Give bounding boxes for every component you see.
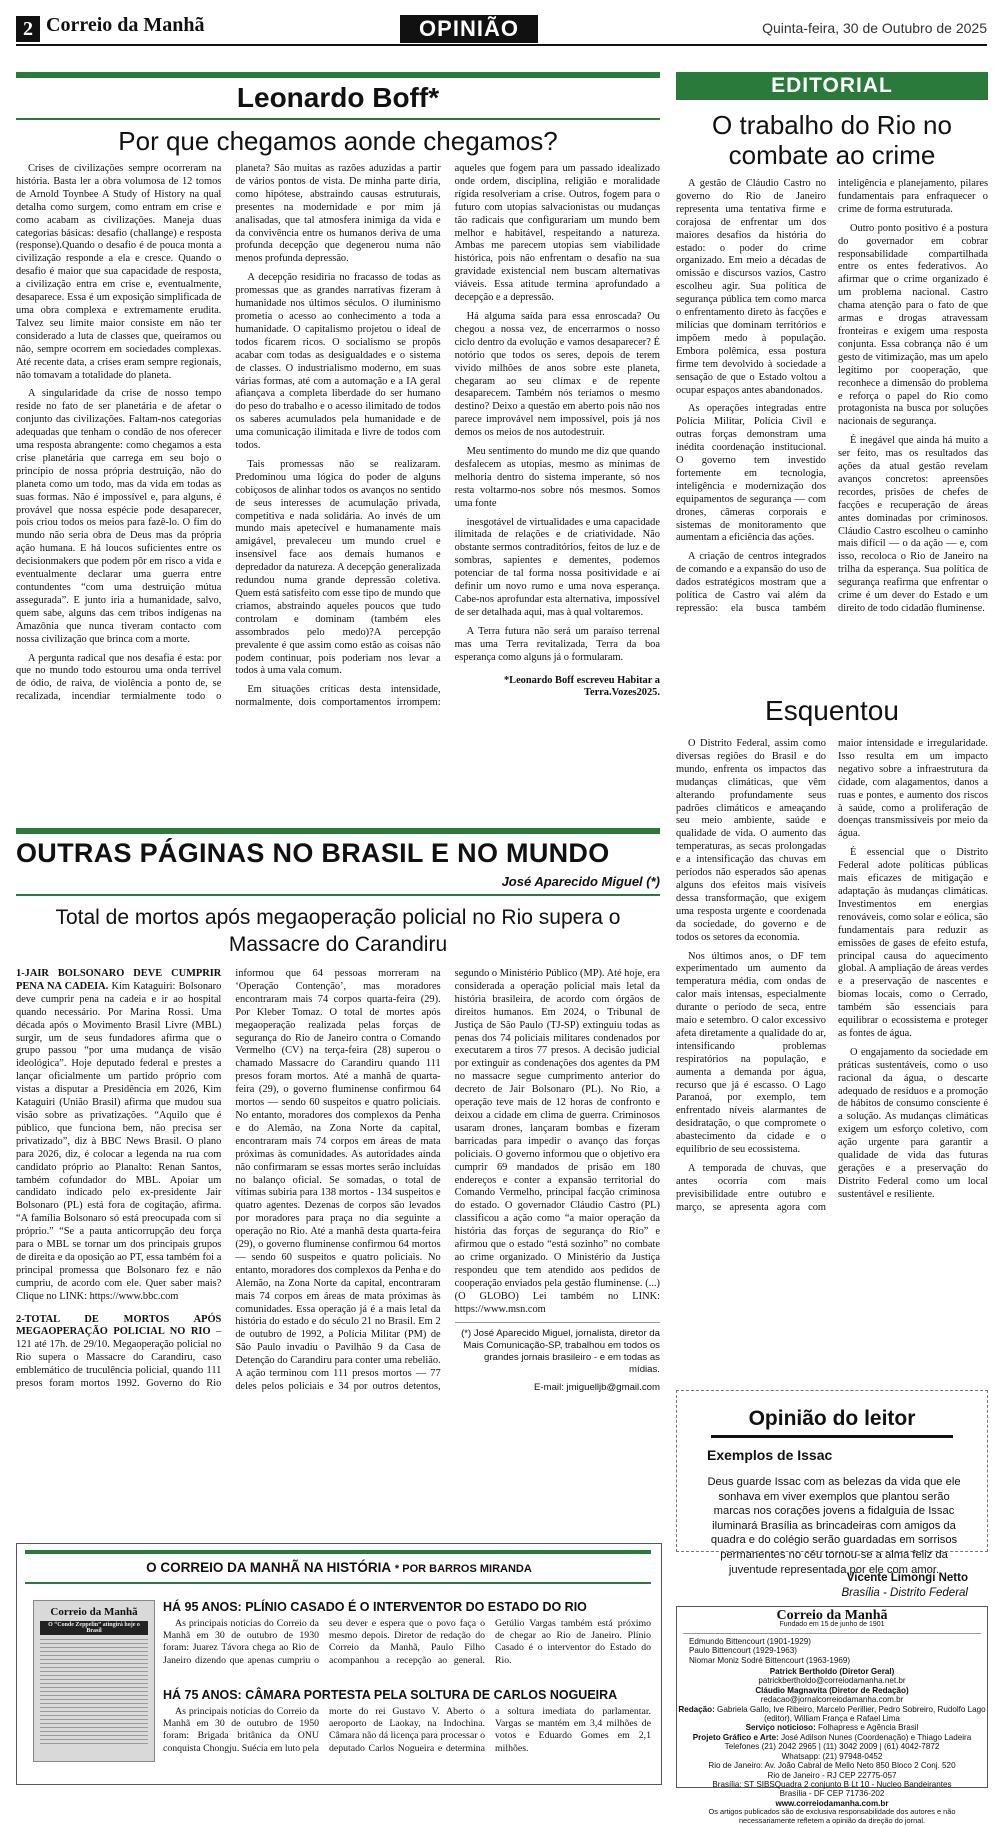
expediente-servico-label: Serviço noticioso: — [745, 1723, 816, 1733]
historia-story1-body — [163, 1618, 651, 1680]
boff-paragraph: A pergunta radical que nos desafia é esta: por que no mundo todo estourou uma onda terrível de ódio, de raiva, de violência a ponto de, se recalizada, incendiar termialmente todo o planeta? São muitas as razões aduzidas a partir de vários pontos de vista. De minha parte diria, como hipótese, abstraindo causas estruturais, presentes na modernidade e por mim já analisadas, que tal atmosfera inimiga da vida e da convivência entre os humanos deriva de uma profunda decepção que degenerou numa não menos profunda depressão. — [16, 163, 441, 703]
boff-paragraph: Em situações críticas desta intensidade, normalmente, dois comportamentos irrompem: aqueles que fogem para um passado idealizado onde ordem, disciplina, religião e moralidade rígida resolveriam a crise. Outros, fogem para o futuro com utopias salvacionistas ou mudanças tão radicais que configurariam um mundo bem melhor e habitável, respeitando a natureza. Ambas me parecem utopias sem viabilidade histórica, pois não enfrentam o desafio na sua gravidade existencial nem buscam alternativas viáveis. Essa atitude termina aprofundado a decepção e a depressão. — [235, 163, 660, 709]
historia-header-by: * POR BARROS MIRANDA — [394, 1563, 532, 1575]
boff-paragraph: Meu sentimento do mundo me diz que quando desfalecem as utopias, mesmo as mínimas de melhoria dentro do sistema imperante, só nos resta voltarmo-nos sobre nós mesmos. Somos uma fonte — [454, 446, 660, 509]
historia-story1-text: As principais notícias do Correio da Manhã em 30 de outubro de 1930 foram: Juarez Távora chega ao Rio de Janeiro dizendo que apenas cumpriu o seu dever e espera que o povo faça o mesmo depois. Diretor de redação do Correio da Manhã, Paulo Filho acompanhou a recepção ao general. Getúlio Vargas também está próximo de chegar ao Rio de Janeiro. Plínio Casado é o interventor do Estado do Rio. — [163, 1618, 651, 1666]
editorial-body — [676, 178, 988, 683]
leitor-title: Exemplos de Issac — [707, 1447, 833, 1463]
outras-item-number: 2- — [16, 1313, 25, 1325]
outras-email[interactable]: E-mail: jmiguelljb@gmail.com — [534, 1382, 660, 1394]
historia-top-rule — [25, 1550, 651, 1554]
editorial-label: EDITORIAL — [676, 72, 988, 100]
expediente-editor-email[interactable]: redacao@jornalcorreiodamanha.com.br — [760, 1695, 904, 1705]
boff-body — [16, 163, 660, 803]
expediente-brasilia-address: Brasília: ST SIBSQuadra 2 conjunto B Lt 10 - Nucleo Bandeirantes — [712, 1779, 952, 1789]
expediente-editor: Cláudio Magnavita (Diretor de Redação) — [755, 1685, 909, 1695]
boff-paragraph: Há alguma saída para essa enroscada? Ou chegou a nossa vez, de encerrarmos o nosso ciclo dentro da evolução e vamos desaparecer? É notório que todos os seres, depois de terem vivido milhões de anos sobre este planeta, chegaram ao seu clímax e de repente desaparecem. Também nós teríamos o mesmo destino? Deixo a questão em aberto pois não nos parece improvável nem impossível, pois já nos demos os meios de nos autodestruir. — [454, 310, 660, 439]
section-label: OPINIÃO — [400, 15, 538, 43]
expediente-redacao: Gabriela Gallo, Ive Ribeiro, Marcelo Perillier, Pedro Sobreiro, Rudolfo Lago (editor), William França e Rafael Lima — [717, 1704, 986, 1724]
boff-paragraph: Crises de civilizações sempre ocorreram na história. Basta ler a obra volumosa de 12 tomos de Arnold Toynbee A Study of History na qual detalha como surgem, como entram em crise e como acabam as civilizações. Maneja duas categorias básicas: desafio (challange) e resposta (response).Quando o desafio é de pouca monta a civilização responde a ela e cresce. Quando o desafio é maior que sua capacidade de resposta, a civilização entra em crise e, eventualmente, desaparece. Essa é um exposição simplificada de uma obra complexa e extremamente erudita. Talvez seu limite maior consiste em não ter considerado a luta de classes que, queiramos ou não, sempre ocorrem em sociedades complexas. Até recente data, a crises eram sempre regionais, não tomavam a totalidade do planeta. — [16, 163, 222, 381]
outras-item-text: Kim Kataguiri: Bolsonaro deve cumprir pena na cadeia e ir ao hospital quando necessário. Por Marina Rossi. Uma década após o Movimento Brasil Livre (MBL) surgir, um de seus fundadores afirma que o grupo passou “por uma mudança de visão ideológica”. Hoje deputado federal e prestes a lançar oficialmente um partido próprio com vistas a disputar a Presidência em 2026, Kim Kataguiri (União Brasil) afirma que mudou sua visão sobre as privatizações. “Aquilo que é público, que funciona bem, não precisa ser privatizado”, diz à BBC News Brasil. O plano para 2026, diz, é colocar a legenda na rua com candidato próprio ao Planalto: Renan Santos, também cofundador do MBL. Apoiar um candidato indicado pelo ex-presidente Jair Bolsonaro (PL) está fora de cogitação, afirma. “A família Bolsonaro só está preocupada com si próprio.” “Se a pauta anticorrupção deu força para o MBL se tornar um dos principais grupos de direita e da oposição ao PT, essa também foi a principal promessa que Bolsonaro fez e não cumpriu, de acordo com ele. Quer saber mais? Clique no LINK: https://www.bbc.com — [16, 980, 222, 1302]
boff-paragraph: Tais promessas não se realizaram. Predominou uma lógica do poder de alguns cobiçosos de alinhar todos os avanços no sentido de seus interesses de acumulação privada, competitiva e nada solidária. Ao invés de um mundo mais apetecível e humanamente mais amigável, prevaleceu um mundo cruel e insensível face aos demais humanos e depredador da natureza. A decepção generalizada redundou numa grande depressão coletiva. Quem está satisfeito com esse tipo de mundo que criamos, abstraindo aqueles poucos que tudo controlam e dominam (também eles assombrados pelo medo)?A percepção prevalente é que assim como estão as coisas não podem continuar, pois poderiam nos levar a todos à uma vala comum. — [235, 458, 441, 677]
historia-story2-text: As principais notícias do Correio da Manhã em 30 de outubro de 1950 foram: Brigada britânica da ONU conquista Chongju. Suécia em luto pela morte do rei Gustavo V. Aberto o aeroporto de Laokay, na Indochina. Câmara não dá licença para processar o deputado Carlos Nogueira e determina a soltura imediata do parlamentar. Vargas se mantém em 3,4 milhões de votos e Eduardo Gomes em 2,1 milhões. — [163, 1706, 651, 1754]
boff-paragraph: A singularidade da crise de nosso tempo reside no fato de ser planetária e de afetar o conjunto das civilizações. Faltam-nos categorias adequadas que tenham o condão de nos oferecer uma resposta abrangente: como chegamos a esta crise planetária que carrega em seu bojo o princípio de nossa própria destruição, não do planeta como um todo, mas da vida em todas as suas formas. Não é impossível e, para alguns, é provável que nossa espécie pode desaparecer, pois criou todos os meios para fazê-lo. O fim do mundo não seria obra de Deus mas da própria ação humana. E há loucos suficientes entre os decisionmakers que podem pôr em risco a vida e eventualmente declarar uma guerra entre contundentes “com uma destruição mútua assegurada”. E junto iria a humanidade, salvo, quem sabe, alguns das cem tribos indígenas na Amazônia que nunca tiveram contacto com nossa civilização que brinca com a morte. — [16, 388, 222, 645]
historia-story1-title: HÁ 95 ANOS: PLÍNIO CASADO É O INTERVENTOR DO ESTADO DO RIO — [163, 1600, 587, 1614]
outras-body — [16, 968, 660, 1520]
outras-item-text: – 121 até 17h. de 29/10. Megaoperação policial no Rio supera o Massacre do Carandiru, caso emblemático de truculência policial, quando 111 presos foram mortos 1992. Governo do Rio informou que 64 pessoas morreram na ‘Operação Contenção’, mas moradores encontraram mais 74 corpos quarta-feira (29). Por Kleber Tomaz. O total de mortes após megaoperação realizada pelas forças de segurança do Rio de Janeiro contra o Comando Vermelho (CV) na terça-feira (28) superou o chamado Massacre do Carandiru quando 111 presos foram mortos. Até a manhã de quarta-feira (29), o governo fluminense confirmou 64 mortos — sendo 60 suspeitos e quatro policiais. No entanto, moradores dos complexos da Penha e do Alemão, na Zona Norte da capital, encontraram mais 74 corpos em áreas de mata próximas às comunidades. As autoridades ainda não confirmaram se essas mortes serão incluídas no balanço oficial. Se somadas, o total de vítimas subiria para 138 mortos - 134 suspeitos e quatro agentes. Dezenas de corpos são levados por moradores para praça no dia seguinte a operação no Rio. Até a manhã desta quarta-feira (29), o governo fluminense confirmou 64 mortos — sendo 60 suspeitos e quatro policiais. No entanto, moradores dos complexos da Penha e do Alemão, na Zona Norte da capital, encontraram mais 74 corpos em áreas de mata próximas às comunidades. Essa operação já é a mais letal da história do estado e do século 21 no Brasil. Em 2 de outubro de 1992, a Polícia Militar (PM) de São Paulo invadiu o Pavilhão 9 da Casa de Detenção do Carandiru para conter uma rebelião. A ação terminou com 111 presos mortos — 77 deles pelos policiais e 34 por outros detentos, segundo o Ministério Público (MP). Até hoje, era considerada a operação policial mais letal da história brasileira, de acordo com órgãos de direitos humanos. Em 2024, o Tribunal de Justiça de São Paulo (TJ-SP) extinguiu todas as penas dos 74 policiais militares condenados por executarem a tiros 77 presos. A decisão judicial por extinguir as condenações dos agentes da PM no massacre segue cumprimento anterior do decreto de Jair Bolsonaro (PL). No Rio, a operação teve mais de 12 horas de confronto e deixou a cidade em clima de guerra. Criminosos usaram drones, lançaram bombas e fizeram barricadas para impedir o avanço das forças policiais. O governo informou que o objetivo era cumprir 69 mandados de prisão em 180 endereços e conter a expansão territorial do Comando Vermelho, principal facção criminosa do estado. O governador Cláudio Castro (PL) classificou a ação como “a maior operação da história das forças de segurança do Rio” e afirmou que o estado “está sozinho” no combate ao crime organizado. O Ministério da Justiça respondeu que tem atendido aos pedidos de cooperação enviados pela gestão fluminense. (...) (O GLOBO) Lei também no LINK: https://www.msn.com — [16, 968, 660, 1392]
outras-item-number: 1- — [16, 968, 25, 979]
boff-author-rule — [16, 118, 660, 120]
esquentou-paragraph: O Distrito Federal, assim como diversas regiões do Brasil e do mundo, enfrenta os impactos das mudanças climáticas, que vêm alterando profundamente seus padrões climáticos e ameaçando seu meio ambiente, saúde e qualidade de vida. O aumento das temperaturas, as secas prolongadas e a intensificação das chuvas em períodos não esperados são apenas alguns dos efeitos mais visíveis dessa transformação, que exigem uma resposta urgente e coordenada da sociedade, do governo e de todos os setores da economia. — [676, 738, 826, 943]
esquentou-paragraph: O engajamento da sociedade em práticas sustentáveis, como o uso racional da água, o descarte adequado de resíduos e a promoção de hábitos de consumo consciente é a solução. As mudanças climáticas exigem um esforço coletivo, com ação urgente para garantir a qualidade de vida das futuras gerações e a preservação do Distrito Federal como um local sustentável e resiliente. — [838, 1046, 988, 1200]
boff-author: Leonardo Boff* — [236, 82, 440, 113]
outras-byline-rule — [16, 894, 660, 896]
esquentou-body — [676, 738, 988, 1348]
masthead-rule — [16, 44, 987, 46]
paper-name: Correio da Manhã — [46, 14, 205, 36]
historia-story2-title: HÁ 75 ANOS: CÂMARA PORTESTA PELA SOLTURA DE CARLOS NOGUEIRA — [163, 1688, 618, 1702]
esquentou-paragraph: A temporada de chuvas, que antes ocorria com mais previsibilidade entre outubro e março, se apresenta agora com maior intensidade e irregularidade. Isso resulta em um impacto negativo sobre a infraestrutura da cidade, com alagamentos, danos a ruas e pontes, e aumento dos riscos à saúde, como a proliferação de doenças transmissíveis por meio da água. — [676, 738, 988, 1213]
esquentou-paragraph: É essencial que o Distrito Federal adote políticas públicas mais eficazes de mitigação e adaptação às mudanças climáticas. Investimentos em energias renováveis, como solar e eólica, são fundamentais para reduzir as emissões de gases de efeito estufa, principal causa do aquecimento global. A ampliação de áreas verdes e a preservação de nascentes e biomas locais, como o Cerrado, também são essenciais para equilibrar o ecossistema e proteger as fontes de água. — [838, 847, 988, 1039]
historia-story2-body — [163, 1706, 651, 1768]
outras-item-caps: TOTAL DE MORTOS APÓS MEGAOPERAÇÃO POLICIAL NO RIO — [16, 1313, 222, 1338]
expediente-director: Patrick Bertholdo (Diretor Geral) — [769, 1667, 895, 1677]
outras-headline: Total de mortos após megaoperação policial no Rio supera o Massacre do Carandiru — [55, 906, 621, 956]
expediente-site[interactable]: www.correiodamanha.com.br — [775, 1798, 889, 1808]
editorial-paragraph: A criação de centros integrados de comando e a expansão do uso de dados estratégicos mostram que a política de Castro vai além da repressão: ela busca também inteligência e planejamento, pilares fundamentais para enfraquecer o crime de forma estruturada. — [676, 178, 988, 614]
outras-section-title: OUTRAS PÁGINAS NO BRASIL E NO MUNDO — [16, 838, 610, 868]
expediente-rio-cep: Rio de Janeiro - RJ CEP 22775-057 — [767, 1770, 897, 1780]
historia-header-title: O CORREIO DA MANHÃ NA HISTÓRIA — [146, 1560, 392, 1575]
esquentou-paragraph: Nos últimos anos, o DF tem experimentado um aumento da temperatura média, com ondas de calor mais intensas, especialmente durante o período de seca, entre maio e setembro. O calor excessivo afeta diretamente a qualidade do ar, intensificando problemas respiratórios na população, e aumenta a demanda por água, recurso que já é escasso. O Lago Paranoá, por exemplo, tem enfrentado níveis alarmantes de desidratação, o que compromete o abastecimento da cidade e o equilíbrio de seu ecossistema. — [676, 950, 826, 1156]
boff-paragraph: inesgotável de virtualidades e uma capacidade ilimitada de relações e de criatividade. Não obstante sermos contraditórios, feitos de luz e de sombras, sapientes e dementes, podemos potenciar de tal forma nossa positividade e aí definir um novo rumo e uma nova esperança. Cabe-nos aprofundar esta alternativa, impossível de ser detalhada aqui, mas à qual voltaremos. — [454, 516, 660, 618]
outras-byline: José Aparecido Miguel (*) — [501, 874, 660, 889]
leitor-author: Vicente Limongi Netto — [846, 1572, 968, 1584]
expediente-redacao-label: Redação: — [678, 1704, 715, 1714]
expediente-founder: Niomar Moniz Sodré Bittencourt (1963-1969) — [689, 1655, 851, 1665]
expediente-disclaimer: Os artigos publicados são de exclusiva responsabilidade dos autores e não necessariamente refletem a opinião da direção do jornal. — [708, 1807, 956, 1825]
boff-paragraph: A decepção residiria no fracasso de todas as promessas que as grandes narrativas fizeram à humanidade nos últimos séculos. O iluminismo prometia o acesso ao conhecimento a toda a humanidade. O capitalismo projetou o ideal de todos ficarem ricos. O socialismo se propôs acabar com todas as desigualdades e o sistema de classes. O industrialismo moderno, em suas várias formas, até com a automação e a IA geral afiançava a completa liberdade do ser humano do peso do trabalho e o acesso ilimitado de todos os saberes acumulados pela humanidade e de uma comunicação ilimitada e livre de todos com todos. — [235, 272, 441, 452]
expediente-projeto: José Adilson Nunes (Coordenação) e Thiago Ladeira — [781, 1732, 972, 1742]
historia-header — [17, 1560, 661, 1575]
expediente-founder: Paulo Bittencourt (1929-1963) — [689, 1646, 797, 1656]
editorial-paragraph: A gestão de Cláudio Castro no governo do Rio de Janeiro representa uma tentativa firme e corajosa de enfrentar um dos maiores desafios da história do estado: o poder do crime organizado. Em meio a décadas de omissão e discursos vazios, Castro escolheu agir. Sua política de segurança pública tem como marca o enfrentamento direto às facções e milícias que dominam territórios e impõem medo à população. Embora polêmica, essa postura firme tem devolvido à sociedade a sensação de que o Estado voltou a ocupar espaços antes abandonados. — [676, 178, 826, 396]
expediente-founded: Fundado em 15 de junho de 1901 — [779, 1621, 885, 1629]
editorial-paragraph: É inegável que ainda há muito a ser feito, mas os resultados das ações da atual gestão revelam avanços concretos: apreensões recordes, prisões de chefes de facções e recuperação de áreas antes dominadas por criminosos. Cláudio Castro escolheu o caminho mais difícil — o da ação — e, com isso, recoloca o Rio de Janeiro na trilha da esperança. Sua política de segurança reafirma que enfrentar o crime é um dever do Estado e um direito de todo cidadão fluminense. — [838, 435, 988, 614]
outras-author-note: (*) José Aparecido Miguel, jornalista, diretor da Mais Comunicação-SP, trabalhou em todos os grandes jornais brasileiro - e em todas as mídias. — [455, 1322, 660, 1376]
thumbnail-text-lines — [40, 1639, 148, 1747]
expediente-rio-address: Rio de Janeiro: Av. João Cabral de Mello Neto 850 Bloco 2 Conj. 520 — [708, 1761, 956, 1771]
leitor-location: Brasília - Distrito Federal — [841, 1587, 968, 1599]
expediente-phones: Telefones (21) 2042 2965 | (11) 3042 2009 | (61) 4042-7872 — [724, 1742, 940, 1752]
expediente-rule — [683, 1633, 981, 1634]
expediente-founder: Edmundo Bittencourt (1901-1929) — [689, 1636, 811, 1646]
thumbnail-headline: O “Conde Zeppelin” atingirá hoje o Brasil — [40, 1621, 148, 1635]
expediente-name: Correio da Manhã — [776, 1608, 888, 1623]
leitor-title-rule — [711, 1435, 953, 1438]
expediente-box — [676, 1606, 988, 1825]
expediente-director-email[interactable]: patrickbertholdo@correiodamanha.net.br — [758, 1676, 906, 1686]
boff-title: Por que chegamos aonde chegamos? — [118, 126, 558, 156]
page-date: Quinta-feira, 30 de Outubro de 2025 — [762, 20, 987, 36]
esquentou-title: Esquentou — [765, 695, 899, 726]
boff-top-rule — [16, 72, 660, 78]
editorial-paragraph: As operações integradas entre Polícia Militar, Polícia Civil e outras forças demonstram uma inédita coordenação institucional. O governo tem investido fortemente em tecnologia, inteligência e modernização dos equipamentos de segurança — com drones, câmeras corporais e sistemas de monitoramento que aumentam a eficiência das ações. — [676, 403, 826, 544]
outras-item-caps: JAIR BOLSONARO DEVE CUMPRIR PENA NA CADEIA. — [16, 968, 222, 992]
leitor-box-title: Opinião do leitor — [748, 1407, 916, 1430]
expediente-servico: Folhapress e Agência Brasil — [818, 1723, 919, 1733]
historia-box — [16, 1543, 662, 1785]
expediente-brasilia-cep: Brasília - DF CEP 71736-202 — [779, 1789, 885, 1799]
expediente-projeto-label: Projeto Gráfico e Arte: — [692, 1732, 779, 1742]
editorial-title: O trabalho do Rio no combate ao crime — [712, 110, 952, 170]
boff-paragraph: A Terra futura não será um paraíso terrenal mas uma Terra revitalizada, Terra da boa esperança como alguns já o formularam. — [454, 625, 660, 663]
expediente-whatsapp: Whatsapp: (21) 97948-0452 — [781, 1751, 883, 1761]
outras-top-rule — [16, 828, 660, 834]
leitor-body: Deus guarde Issac com as belezas da vida que ele sonhava em viver exemplos que plantou serão marcas nos corações jovens a fidalguia de Issac iluminará Brasília as brincadeiras com amigos da quadra e do colégio serão guardadas em sorrisos permanentes no céu tornou-se a alma feliz da juventude representada por ele com amor. — [707, 1476, 961, 1576]
thumbnail-paper-name: Correio da Manhã — [50, 1606, 138, 1618]
editorial-paragraph: Outro ponto positivo é a postura do governador em cobrar responsabilidade compartilhada entre os entes federativos. Ao afirmar que o crime organizado é um problema nacional. Castro chama atenção para o fato de que armas e drogas atravessam fronteiras e exigem uma resposta conjunta. Essa cobrança não é um gesto de vitimização, mas um apelo legítimo por cooperação, que reconhece a dimensão do problema e reforça o papel do Rio como protagonista na busca por soluções nacionais de segurança. — [838, 222, 988, 428]
page-number: 2 — [16, 16, 40, 42]
historia-thumbnail — [33, 1600, 155, 1762]
historia-header-rule — [25, 1582, 651, 1584]
boff-footnote: *Leonardo Boff escreveu Habitar a Terra.Vozes2025. — [503, 674, 660, 699]
